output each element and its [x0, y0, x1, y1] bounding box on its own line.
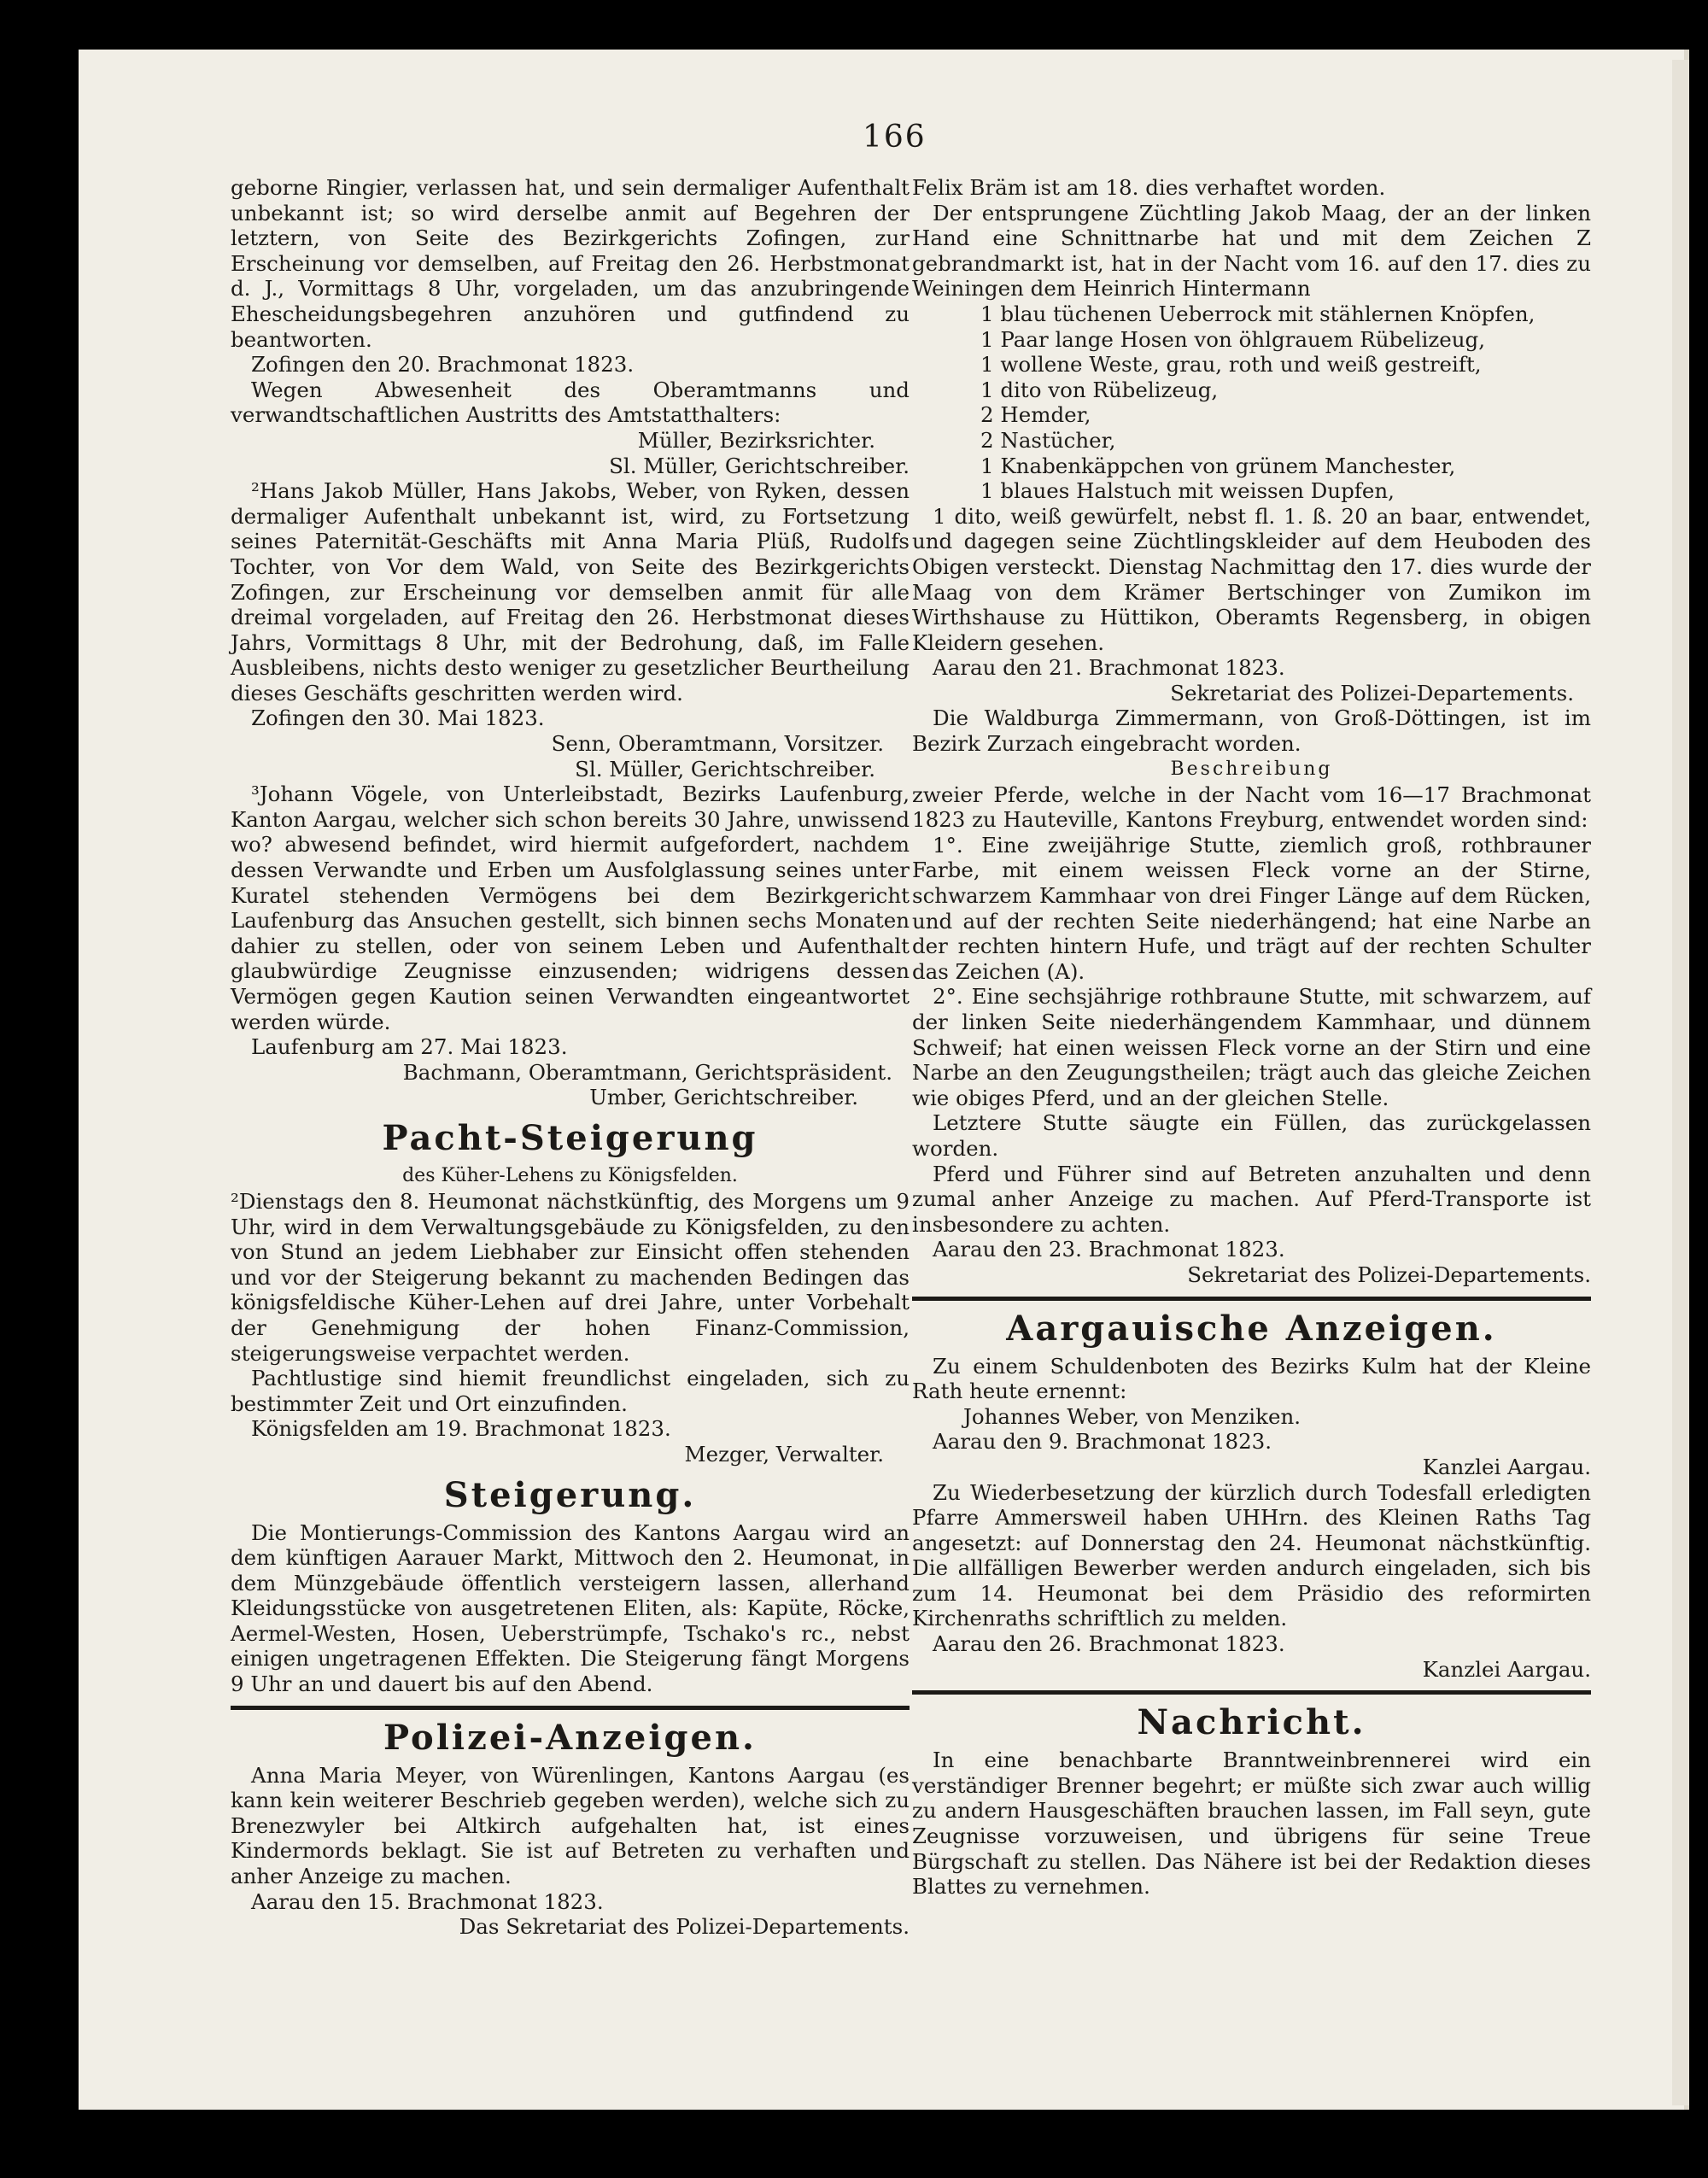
list-item: 1 Knabenkäppchen von grünem Manchester,	[980, 453, 1456, 478]
section-divider	[912, 1690, 1591, 1695]
nachricht-text: In eine benachbarte Branntweinbrennerei wird ein verständiger Brenner begehrt; er müßte sich zwar auch willig zu andern Hausgeschäften brauchen lassen, im Fall seyn, gute Zeugnisse vorzuweisen, und übrigens für seine Treue Bürgschaft zu stellen. Das Nähere ist bei der Redaktion dieses Blattes zu vernehmen.	[912, 1748, 1591, 1900]
polizei-anzeigen-text: Anna Maria Meyer, von Würenlingen, Kantons Aargau (es kann kein weiterer Beschrieb gegeben werden), welche sich zu Brenezwyler bei Altkirch aufgehalten hat, ist eines Kindermords beklagt. Sie ist auf Betreten zu verhaften und anher Anzeige zu machen.	[231, 1762, 910, 1889]
pacht-steigerung-text-2: Pachtlustige sind hiemit freundlichst eingeladen, sich zu bestimmter Zeit und Ort einzufinden.	[231, 1366, 910, 1416]
pacht-steigerung-date: Königsfelden am 19. Brachmonat 1823.	[251, 1416, 671, 1442]
notice-ringier-signature-2: Sl. Müller, Gerichtschreiber.	[609, 453, 910, 478]
horses-intro: zweier Pferde, welche in der Nacht vom 16—17 Brachmonat 1823 zu Hauteville, Kantons Freyburg, entwendet worden sind:	[912, 782, 1591, 833]
page-number: 166	[863, 120, 927, 155]
notice-voegele-signature-1: Bachmann, Oberamtmann, Gerichtspräsident.	[402, 1059, 892, 1085]
horse-notice-date: Aarau den 23. Brachmonat 1823.	[933, 1237, 1285, 1262]
notice-voegele-signature-2: Umber, Gerichtschreiber.	[589, 1085, 858, 1110]
notice-ringier-text: geborne Ringier, verlassen hat, und sein dermaliger Aufenthalt unbekannt ist; so wird derselbe anmit auf Begehren der letztern, von Seite des Bezirkgerichts Zofingen, zur Erscheinung vor demselben, auf Freitag den 26. Herbstmonat d. J., Vormittags 8 Uhr, vorgeladen, um das anzubringende Ehescheidungsbegehren anzuhören und gutfindend zu beantworten.	[231, 175, 910, 352]
nachricht-heading: Nachricht.	[1137, 1702, 1366, 1743]
maag-notice-signature: Sekretariat des Polizei-Departements.	[1170, 680, 1574, 706]
pacht-steigerung-signature: Mezger, Verwalter.	[684, 1441, 884, 1467]
horse-notice-signature: Sekretariat des Polizei-Departements.	[1187, 1262, 1591, 1287]
schuldenbote-notice: Zu einem Schuldenboten des Bezirks Kulm hat der Kleine Rath heute ernennt:	[912, 1353, 1591, 1404]
horse-foal-note: Letztere Stutte säugte ein Füllen, das zurückgelassen worden.	[912, 1110, 1591, 1161]
schuldenbote-signature: Kanzlei Aargau.	[1422, 1454, 1591, 1479]
pacht-steigerung-text: ²Dienstags den 8. Heumonat nächstkünftig, des Morgens um 9 Uhr, wird in dem Verwaltungsgebäude zu Königsfelden, zu den von Stund an jedem Liebhaber zur Einsicht offen stehenden und vor der Steigerung bekannt zu machenden Bedingen das königsfeldische Küher-Lehen auf drei Jahre, unter Vorbehalt der Genehmigung der hohen Finanz-Commission, steigerungsweise verpachtet werden.	[231, 1188, 910, 1366]
notice-mueller-signature-2: Sl. Müller, Gerichtschreiber.	[575, 756, 875, 782]
pfarre-signature: Kanzlei Aargau.	[1422, 1656, 1591, 1682]
zimmermann-notice: Die Waldburga Zimmermann, von Groß-Döttingen, ist im Bezirk Zurzach eingebracht worden.	[912, 706, 1591, 757]
pacht-steigerung-subheading: des Küher-Lehens zu Königsfelden.	[402, 1164, 738, 1186]
list-item: 1 Paar lange Hosen von öhlgrauem Rübelizeug,	[980, 326, 1485, 352]
horse-2-description: 2°. Eine sechsjährige rothbraune Stutte, mit schwarzem, auf der linken Seite niederhängendem Kammhaar, und dünnem Schweif; hat einen weissen Fleck vorne an der Stirn und eine Narbe an den Zeugungstheilen; trägt auch das gleiche Zeichen wie obiges Pferd, und an der gleichen Stelle.	[912, 984, 1591, 1110]
maag-notice-date: Aarau den 21. Brachmonat 1823.	[933, 655, 1285, 681]
notice-ringier-note: Wegen Abwesenheit des Oberamtmanns und verwandtschaftlichen Austritts des Amtstatthalters:	[231, 377, 910, 428]
right-column	[912, 175, 1591, 1900]
schuldenbote-date: Aarau den 9. Brachmonat 1823.	[933, 1429, 1272, 1455]
list-item: 1 blaues Halstuch mit weissen Dupfen,	[980, 478, 1395, 504]
schuldenbote-name: Johannes Weber, von Menziken.	[963, 1403, 1301, 1429]
notice-voegele-date: Laufenburg am 27. Mai 1823.	[251, 1034, 568, 1060]
horse-1-description: 1°. Eine zweijährige Stutte, ziemlich groß, rothbrauner Farbe, mit einem weissen Fleck vorne an der Stirne, schwarzem Kammhaar von drei Finger Länge auf dem Rücken, und auf der rechten Seite niederhängend; hat eine Narbe an der rechten hintern Hufe, und trägt auf der rechten Schulter das Zeichen (A).	[912, 832, 1591, 984]
stolen-items-list	[912, 302, 1591, 504]
notice-mueller-signature-1: Senn, Oberamtmann, Vorsitzer.	[551, 731, 884, 757]
list-item: 2 Hemder,	[980, 402, 1091, 428]
list-item: 1 dito von Rübelizeug,	[980, 377, 1219, 402]
horse-notice-instructions: Pferd und Führer sind auf Betreten anzuhalten und denn zumal anher Anzeige zu machen. Auf Pferd-Transporte ist insbesondere zu achten.	[912, 1161, 1591, 1237]
section-divider	[231, 1706, 910, 1710]
left-column	[231, 175, 910, 1940]
list-item: 1 blau tüchenen Ueberrock mit stählernen Knöpfen,	[980, 301, 1535, 326]
polizei-anzeigen-date: Aarau den 15. Brachmonat 1823.	[251, 1888, 604, 1914]
maag-notice-continued: 1 dito, weiß gewürfelt, nebst fl. 1. ß. 20 an baar, entwendet, und dagegen seine Züchtlingskleider auf dem Heuboden des Obigen versteckt. Dienstag Nachmittag den 17. dies wurde der Maag von dem Krämer Bertschinger von Zumikon im Wirthshause zu Hüttikon, Oberamts Regensberg, in obigen Kleidern gesehen.	[912, 503, 1591, 655]
steigerung-text: Die Montierungs-Commission des Kantons Aargau wird an dem künftigen Aarauer Markt, Mittwoch den 2. Heumonat, in dem Münzgebäude öffentlich versteigern lassen, allerhand Kleidungsstücke von ausgetretenen Eliten, als: Kapüte, Röcke, Aermel-Westen, Hosen, Ueberstrümpfe, Tschako's rc., nebst einigen ungetragenen Effekten. Die Steigerung fängt Morgens 9 Uhr an und dauert bis auf den Abend.	[231, 1519, 910, 1697]
pacht-steigerung-heading: Pacht-Steigerung	[382, 1117, 758, 1158]
polizei-anzeigen-signature: Das Sekretariat des Polizei-Departements.	[459, 1914, 910, 1940]
maag-notice: Der entsprungene Züchtling Jakob Maag, der an der linken Hand eine Schnittnarbe hat und mit dem Zeichen Z gebrandmarkt ist, hat in der Nacht vom 16. auf den 17. dies zu Weiningen dem Heinrich Hintermann	[912, 200, 1591, 302]
beschreibung-heading: Beschreibung	[1170, 758, 1333, 780]
polizei-anzeigen-heading: Polizei-Anzeigen.	[383, 1717, 757, 1758]
pfarre-date: Aarau den 26. Brachmonat 1823.	[933, 1631, 1285, 1657]
notice-ringier-date: Zofingen den 20. Brachmonat 1823.	[251, 352, 635, 378]
section-divider	[912, 1297, 1591, 1301]
steigerung-heading: Steigerung.	[443, 1474, 697, 1515]
braem-arrest: Felix Bräm ist am 18. dies verhaftet worden.	[912, 175, 1386, 200]
pfarre-notice: Zu Wiederbesetzung der kürzlich durch Todesfall erledigten Pfarre Ammersweil haben UHHrn. des Kleinen Raths Tag angesetzt: auf Donnerstag den 24. Heumonat nächstkünftig. Die allfälligen Bewerber werden andurch eingeladen, sich bis zum 14. Heumonat bei dem Präsidio des reformirten Kirchenraths schriftlich zu melden.	[912, 1479, 1591, 1631]
list-item: 2 Nastücher,	[980, 427, 1116, 453]
notice-mueller-text: ²Hans Jakob Müller, Hans Jakobs, Weber, von Ryken, dessen dermaliger Aufenthalt unbekannt ist, wird, zu Fortsetzung seines Paternität-Geschäfts mit Anna Maria Plüß, Rudolfs Tochter, von Vor dem Wald, von Seite des Bezirkgerichts Zofingen, zur Erscheinung vor demselben anmit für alle dreimal vorgeladen, auf Freitag den 26. Herbstmonat dieses Jahrs, Vormittags 8 Uhr, mit der Bedrohung, daß, im Falle Ausbleibens, nichts desto weniger zu gesetzlicher Beurtheilung dieses Geschäfts geschritten werden wird.	[231, 478, 910, 706]
notice-ringier-signature-1: Müller, Bezirksrichter.	[637, 427, 875, 453]
aargauische-anzeigen-heading: Aargauische Anzeigen.	[1006, 1308, 1497, 1349]
notice-voegele-text: ³Johann Vögele, von Unterleibstadt, Bezirks Laufenburg, Kanton Aargau, welcher sich schon bereits 30 Jahre, unwissend wo? abwesend befindet, wird hiermit aufgefordert, nachdem dessen Verwandte und Erben um Ausfolglassung seines unter Kuratel stehenden Vermögens bei dem Bezirkgericht Laufenburg das Ansuchen gestellt, sich binnen sechs Monaten dahier zu stellen, oder von seinem Leben und Aufenthalt glaubwürdige Zeugnisse einzusenden; widrigens dessen Vermögen gegen Kaution seinen Verwandten eingeantwortet werden würde.	[231, 782, 910, 1034]
list-item: 1 wollene Weste, grau, roth und weiß gestreift,	[980, 352, 1482, 378]
page-edge	[1672, 60, 1689, 2105]
notice-mueller-date: Zofingen den 30. Mai 1823.	[251, 706, 545, 731]
